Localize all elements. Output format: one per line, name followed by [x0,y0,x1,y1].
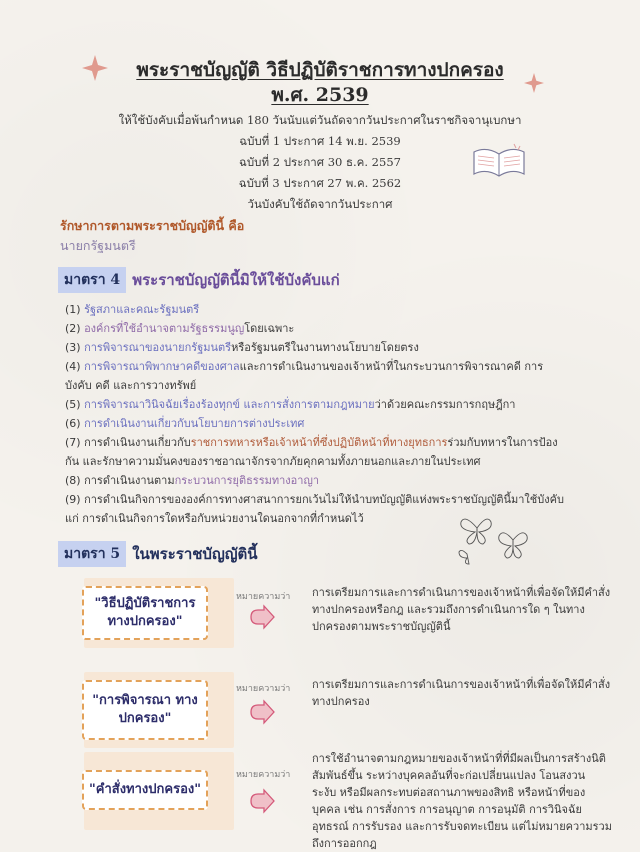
means-label: หมายความว่า [236,770,291,780]
edition-2: ฉบับที่ 2 ประกาศ 30 ธ.ค. 2557 [239,155,401,169]
section-4-header [58,267,340,293]
list-item: กัน และรักษาความมั่นคงของราชอาณาจักรจากภัยคุกคามทั้งภายนอกและภายในประเทศ [65,455,481,468]
list-item: (9) การดำเนินกิจการขององค์การทางศาสนาการยกเว้นไม่ให้นำบทบัญญัติแห่งพระราชบัญญัตินี้มาใช้บังคับ [65,493,564,506]
section-5-header [58,541,258,567]
list-item: (3) การพิจารณาของนายกรัฐมนตรีหรือรัฐมนตรีในงานทางนโยบายโดยตรง [65,341,419,354]
definition-term: "วิธีปฏิบัติราชการ ทางปกครอง" [82,586,208,640]
document-year: พ.ศ. 2539 [271,84,369,106]
document-title: พระราชบัญญัติ วิธีปฏิบัติราชการทางปกครอง [136,59,504,81]
arrow-right-icon [248,701,276,723]
definition-text: การเตรียมการและการดำเนินการของเจ้าหน้าที่เพื่อจัดให้มีคำสั่งทางปกครอง [312,678,611,708]
definition-term: "คำสั่งทางปกครอง" [82,770,208,810]
acting-authority-name: นายกรัฐมนตรี [60,238,136,253]
definition-text: การใช้อำนาจตามกฎหมายของเจ้าหน้าที่ที่มีผลเป็นการสร้างนิติสัมพันธ์ขึ้น ระหว่างบุคคลอันที่จะก่อเปลี่ยนแปลง โอนสงวน ระงับ หรือมีผลกระทบต่อสถานภาพของสิทธิ หรือหน้าที่ของบุคคล เช่น การสั่งการ การอนุญาต การอนุมัติ การวินิจฉัยอุทธรณ์ การรับรอง และการรับจดทะเบียน แต่ไม่หมายความรวมถึงการออกกฎ [312,752,612,850]
edition-3-note: วันบังคับใช้ถัดจากวันประกาศ [247,197,393,211]
arrow-right-icon [248,790,276,812]
effective-note: ให้ใช้บังคับเมื่อพ้นกำหนด 180 วันนับแต่วันถัดจากวันประกาศในราชกิจจานุเบกษา [118,113,522,127]
butterfly-icon [455,510,535,570]
list-item: (1) รัฐสภาและคณะรัฐมนตรี [65,303,200,316]
list-item: (8) การดำเนินงานตามกระบวนการยุติธรรมทางอาญา [65,474,319,487]
edition-1: ฉบับที่ 1 ประกาศ 14 พ.ย. 2539 [239,134,401,148]
list-item: (4) การพิจารณาพิพากษาคดีของศาลและการดำเนินงานของเจ้าหน้าที่ในกระบวนการพิจารณาคดี การ [65,360,544,373]
list-item: (7) การดำเนินงานเกี่ยวกับราชการทหารหรือเจ้าหน้าที่ซึ่งปฏิบัติหน้าที่ทางยุทธการร่วมกับทหารในการป้อง [65,436,558,449]
section-4-list [65,300,585,528]
list-item: แก่ การดำเนินกิจการใดหรือกับหน่วยงานใดนอกจากที่กำหนดไว้ [65,512,364,525]
section-5-badge: มาตรา 5 [58,541,126,567]
list-item: (6) การดำเนินงานเกี่ยวกับนโยบายการต่างประเทศ [65,417,305,430]
list-item: บังคับ คดี และการวางทรัพย์ [65,379,197,392]
section-4-title: พระราชบัญญัตินี้มิให้ใช้บังคับแก่ [132,271,340,289]
means-label: หมายความว่า [236,592,291,602]
means-label: หมายความว่า [236,684,291,694]
list-item: (2) องค์กรที่ใช้อำนาจตามรัฐธรรมนูญโดยเฉพาะ [65,322,295,335]
edition-3: ฉบับที่ 3 ประกาศ 27 พ.ค. 2562 [238,176,402,190]
open-book-icon [470,142,528,182]
section-5-title: ในพระราชบัญญัตินี้ [132,545,258,563]
arrow-right-icon [248,606,276,628]
acting-authority-label: รักษาการตามพระราชบัญญัตินี้ คือ [60,218,245,233]
list-item: (5) การพิจารณาวินิจฉัยเรื่องร้องทุกข์ และการสั่งการตามกฎหมายว่าด้วยคณะกรรมการกฤษฎีกา [65,398,516,411]
definition-term: "การพิจารณา ทางปกครอง" [82,680,208,740]
definition-text: การเตรียมการและการดำเนินการของเจ้าหน้าที่เพื่อจัดให้มีคำสั่งทางปกครองหรือกฎ และรวมถึงการดำเนินการใด ๆ ในทางปกครองตามพระราชบัญญัตินี้ [312,586,611,633]
section-4-badge: มาตรา 4 [58,267,126,293]
